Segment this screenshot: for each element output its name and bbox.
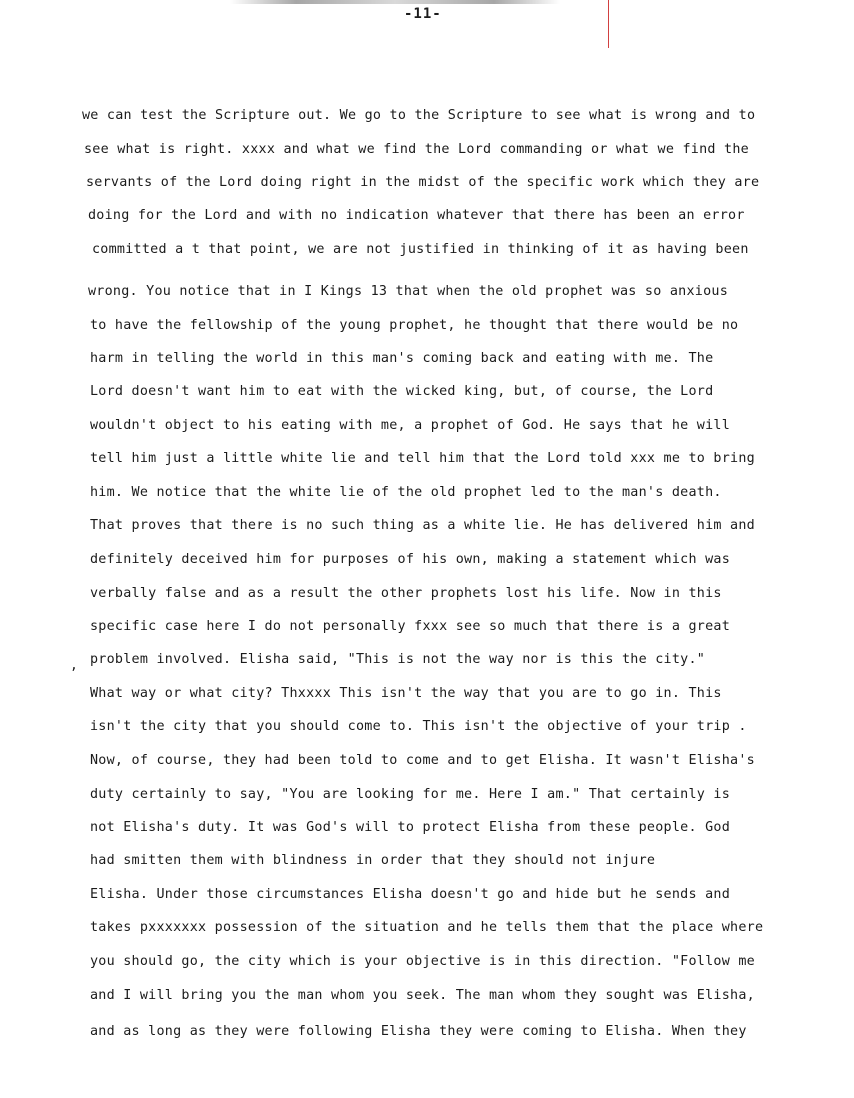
text-line: What way or what city? Thxxxx This isn't the way that you are to go in. This — [90, 686, 722, 701]
text-line: specific case here I do not personally fxxx see so much that there is a great — [90, 619, 731, 634]
page-number: -11- — [404, 6, 442, 22]
text-line: harm in telling the world in this man's coming back and eating with me. The — [90, 351, 714, 366]
text-line: Elisha. Under those circumstances Elisha doesn't go and hide but he sends and — [90, 887, 731, 902]
text-line: him. We notice that the white lie of the old prophet led to the man's death. — [90, 485, 722, 500]
text-line: takes pxxxxxxx possession of the situation and he tells them that the place where — [90, 920, 764, 935]
text-line: That proves that there is no such thing as a white lie. He has delivered him and — [90, 518, 755, 533]
stray-mark: , — [70, 658, 78, 673]
text-line: Lord doesn't want him to eat with the wicked king, but, of course, the Lord — [90, 384, 714, 399]
text-line: to have the fellowship of the young prophet, he thought that there would be no — [90, 318, 739, 333]
text-line: you should go, the city which is your objective is in this direction. "Follow me — [90, 954, 755, 969]
text-line: and as long as they were following Elisha they were coming to Elisha. When they — [90, 1024, 747, 1039]
text-line: servants of the Lord doing right in the midst of the specific work which they are — [86, 175, 760, 190]
text-line: had smitten them with blindness in order that they should not injure — [90, 853, 656, 868]
text-line: tell him just a little white lie and tell him that the Lord told xxx me to bring — [90, 451, 755, 466]
text-line: duty certainly to say, "You are looking for me. Here I am." That certainly is — [90, 787, 731, 802]
text-line: wouldn't object to his eating with me, a prophet of God. He says that he will — [90, 418, 731, 433]
text-line: and I will bring you the man whom you seek. The man whom they sought was Elisha, — [90, 988, 755, 1003]
text-line: problem involved. Elisha said, "This is not the way nor is this the city." — [90, 652, 706, 667]
text-line: we can test the Scripture out. We go to the Scripture to see what is wrong and to — [82, 108, 756, 123]
text-line: not Elisha's duty. It was God's will to protect Elisha from these people. God — [90, 820, 731, 835]
text-line: committed a t that point, we are not justified in thinking of it as having been — [92, 242, 749, 257]
text-line: definitely deceived him for purposes of his own, making a statement which was — [90, 552, 731, 567]
text-line: Now, of course, they had been told to come and to get Elisha. It wasn't Elisha's — [90, 753, 755, 768]
text-line: doing for the Lord and with no indication whatever that there has been an error — [88, 208, 745, 223]
text-line: see what is right. xxxx and what we find the Lord commanding or what we find the — [84, 142, 749, 157]
text-line: wrong. You notice that in I Kings 13 that when the old prophet was so anxious — [88, 284, 729, 299]
text-line: verbally false and as a result the other prophets lost his life. Now in this — [90, 586, 722, 601]
text-line: isn't the city that you should come to. This isn't the objective of your trip . — [90, 719, 747, 734]
